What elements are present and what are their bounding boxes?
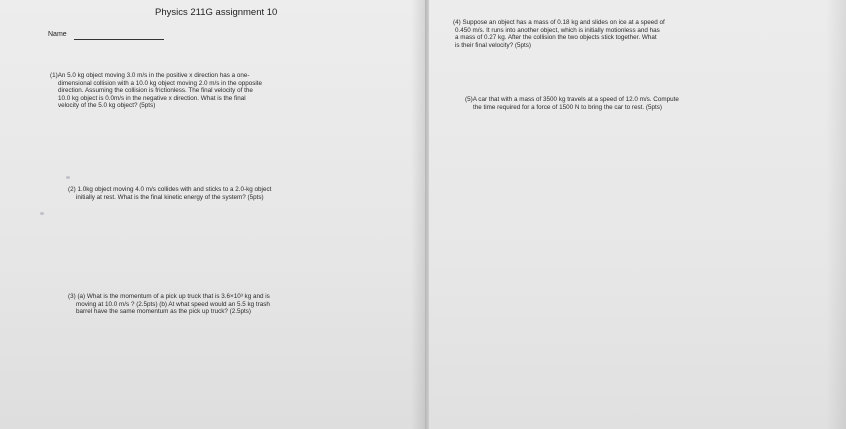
question-3-line: moving at 10.0 m/s ? (2.5pts) (b) At what speed would an 5.5 kg trash <box>76 300 270 308</box>
page-shadow <box>826 0 846 429</box>
question-4-line: a mass of 0.27 kg. After the collision the two objects stick together. What <box>455 34 657 42</box>
paper-smudge <box>66 176 70 179</box>
question-5 <box>465 96 679 111</box>
question-4 <box>453 19 665 49</box>
question-4-line: is their final velocity? (5pts) <box>455 41 531 49</box>
question-1-line: dimensional collision with a 10.0 kg object moving 2.0 m/s in the opposite <box>58 79 263 87</box>
question-1 <box>50 72 262 110</box>
page-shadow <box>411 0 425 429</box>
question-4-line: (4) Suppose an object has a mass of 0.18 kg and slides on ice at a speed of <box>453 19 665 26</box>
name-blank-line <box>74 39 164 40</box>
question-1-line: (1)An 5.0 kg object moving 3.0 m/s in the positive x direction has a one- <box>50 72 250 79</box>
question-2-line: (2) 1.0kg object moving 4.0 m/s collides with and sticks to a 2.0-kg object <box>68 186 272 193</box>
question-3-line: (3) (a) What is the momentum of a pick up truck that is 3.6×10³ kg and is <box>68 293 270 300</box>
question-5-line: the time required for a force of 1500 N to bring the car to rest. (5pts) <box>473 103 662 111</box>
question-3-line: barrel have the same momentum as the pick up truck? (2.5pts) <box>76 308 251 316</box>
page-title: Physics 211G assignment 10 <box>155 7 278 18</box>
question-1-line: velocity of the 5.0 kg object? (5pts) <box>58 102 156 110</box>
paper-smudge <box>40 212 44 215</box>
question-4-line: 0.450 m/s. It runs into another object, which is initially motionless and has <box>455 26 660 34</box>
question-1-line: 10.0 kg object is 0.0m/s in the negative x direction. What is the final <box>58 94 246 102</box>
question-3 <box>68 293 270 316</box>
name-label: Name <box>48 31 67 38</box>
question-1-line: direction. Assuming the collision is frictionless. The final velocity of the <box>58 87 253 95</box>
right-page <box>429 0 846 429</box>
question-2-line: initially at rest. What is the final kinetic energy of the system? (5pts) <box>76 193 264 201</box>
question-2 <box>68 186 271 201</box>
question-5-line: (5)A car that with a mass of 3500 kg travels at a speed of 12.0 m/s. Compute <box>465 96 679 103</box>
